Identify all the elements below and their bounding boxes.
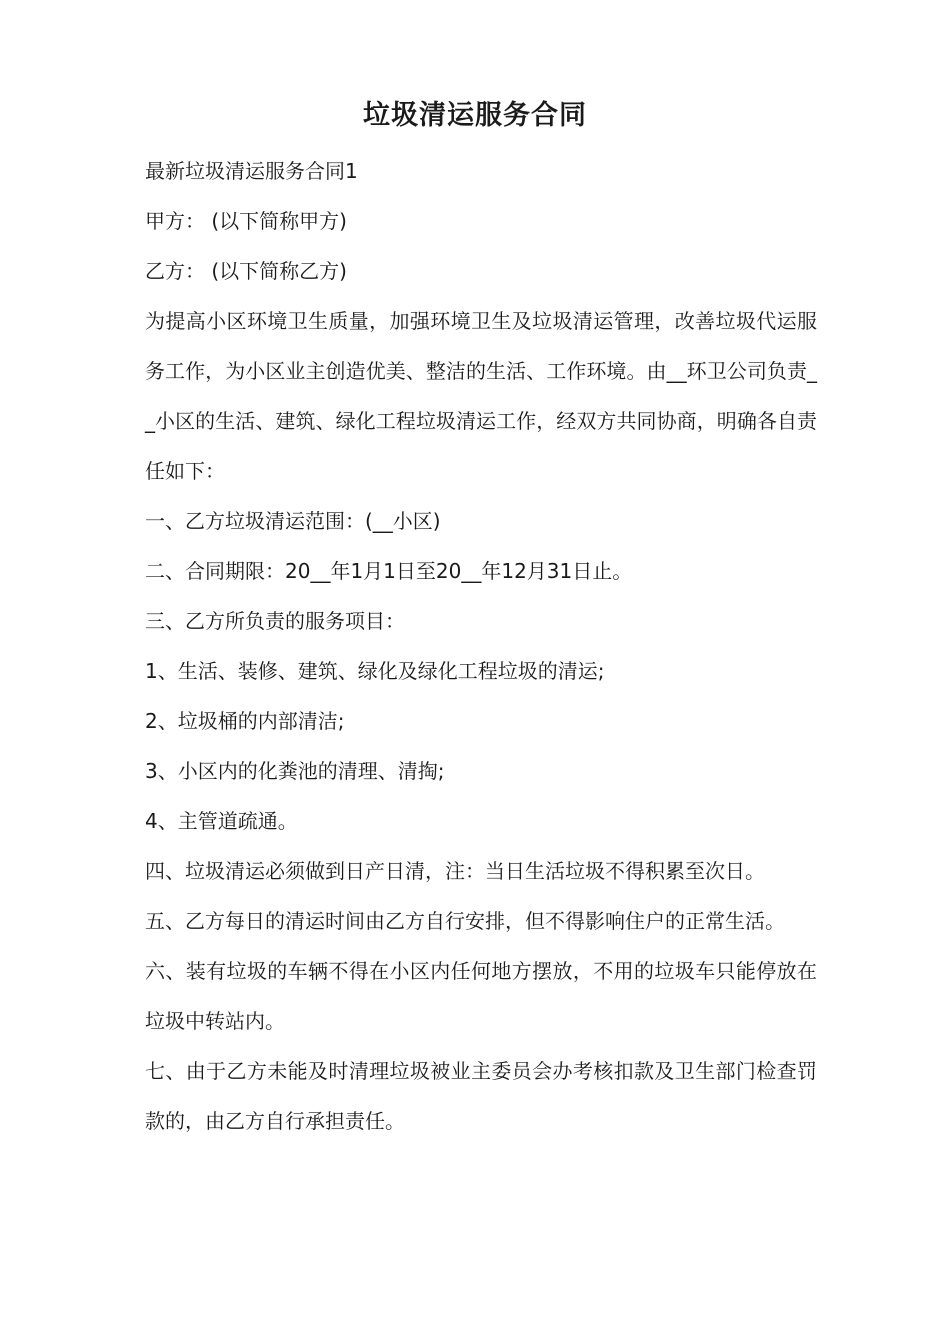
document-title: 垃圾清运服务合同 — [363, 100, 587, 131]
clause-1: 一、乙方垃圾清运范围：(__小区) — [145, 509, 441, 533]
party-a-line: 甲方： (以下简称甲方) — [145, 209, 347, 233]
service-item-3: 3、小区内的化粪池的清理、清掏; — [145, 759, 445, 783]
service-item-1: 1、生活、装修、建筑、绿化及绿化工程垃圾的清运; — [145, 659, 605, 683]
document-subtitle: 最新垃圾清运服务合同1 — [145, 159, 358, 183]
clause-3: 三、乙方所负责的服务项目： — [145, 609, 405, 633]
clause-7: 七、由于乙方未能及时清理垃圾被业主委员会办考核扣款及卫生部门检查罚款的，由乙方自行承担责任。 — [145, 1059, 817, 1133]
clause-6: 六、装有垃圾的车辆不得在小区内任何地方摆放，不用的垃圾车只能停放在垃圾中转站内。 — [145, 959, 817, 1033]
document-body — [145, 146, 817, 1146]
service-item-4: 4、主管道疏通。 — [145, 809, 298, 833]
intro-paragraph: 为提高小区环境卫生质量，加强环境卫生及垃圾清运管理，改善垃圾代运服务工作，为小区业主创造优美、整洁的生活、工作环境。由__环卫公司负责__小区的生活、建筑、绿化工程垃圾清运工作，经双方共同协商，明确各自责任如下： — [145, 309, 817, 483]
clause-4: 四、垃圾清运必须做到日产日清，注：当日生活垃圾不得积累至次日。 — [145, 859, 765, 883]
clause-5: 五、乙方每日的清运时间由乙方自行安排，但不得影响住户的正常生活。 — [145, 909, 785, 933]
service-item-2: 2、垃圾桶的内部清洁; — [145, 709, 345, 733]
party-b-line: 乙方： (以下简称乙方) — [145, 259, 347, 283]
clause-2: 二、合同期限：20__年1月1日至20__年12月31日止。 — [145, 559, 633, 583]
